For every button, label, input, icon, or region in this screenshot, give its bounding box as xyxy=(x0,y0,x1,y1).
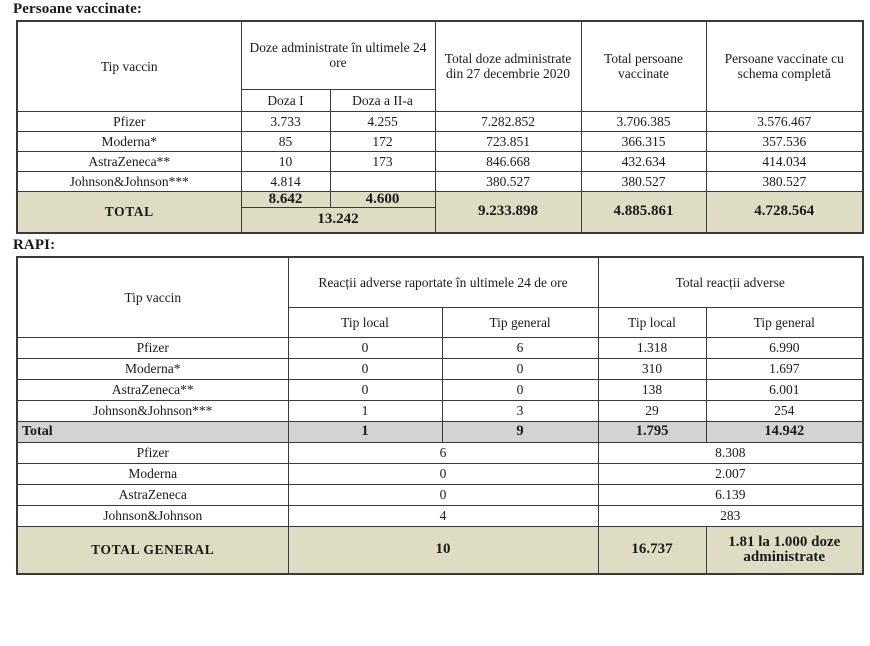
cell-total-persons: 380.527 xyxy=(581,171,706,191)
cell-total-general-24h: 9 xyxy=(442,421,598,442)
cell-total-persons: 432.634 xyxy=(581,151,706,171)
cell-local-total: 29 xyxy=(598,400,706,421)
cell-grand-total-label: TOTAL GENERAL xyxy=(17,526,288,574)
header-total-doses-since: Total doze administrate din 27 decembrie 2020 xyxy=(435,21,581,111)
header-dose-1: Doza I xyxy=(241,89,330,111)
cell-local-24h: 0 xyxy=(288,358,442,379)
cell-total-doses: 380.527 xyxy=(435,171,581,191)
header-total-adverse: Total reacții adverse xyxy=(598,257,863,307)
cell-vaccine-name: AstraZeneca** xyxy=(17,151,241,171)
cell-total-persons: 3.706.385 xyxy=(581,111,706,131)
cell-dose-2: 4.255 xyxy=(330,111,435,131)
cell-total-local-total: 1.795 xyxy=(598,421,706,442)
table-row xyxy=(17,463,863,484)
table-row xyxy=(17,442,863,463)
cell-combined-total: 8.308 xyxy=(598,442,863,463)
cell-combined-total: 283 xyxy=(598,505,863,526)
cell-vaccine-name: Johnson&Johnson*** xyxy=(17,171,241,191)
table-row xyxy=(17,379,863,400)
table-row xyxy=(17,400,863,421)
cell-total-complete-scheme: 4.728.564 xyxy=(706,191,863,233)
cell-total-doses-sum: 9.233.898 xyxy=(435,191,581,233)
table-row xyxy=(17,171,863,191)
cell-vaccine-name: Moderna* xyxy=(17,358,288,379)
cell-vaccine-name: Johnson&Johnson*** xyxy=(17,400,288,421)
cell-dose-2 xyxy=(330,171,435,191)
table-row xyxy=(17,131,863,151)
cell-vaccine-name: AstraZeneca** xyxy=(17,379,288,400)
cell-total-dose-2: 4.600 xyxy=(330,191,435,207)
cell-vaccine-name: Pfizer xyxy=(17,111,241,131)
header-dose-2: Doza a II-a xyxy=(330,89,435,111)
section-title-rapi: RAPI: xyxy=(13,237,56,253)
cell-general-24h: 3 xyxy=(442,400,598,421)
cell-vaccine-name: AstraZeneca xyxy=(17,484,288,505)
cell-general-24h: 0 xyxy=(442,379,598,400)
cell-general-24h: 6 xyxy=(442,337,598,358)
cell-total-dose-1: 8.642 xyxy=(241,191,330,207)
cell-total-doses: 723.851 xyxy=(435,131,581,151)
cell-general-24h: 0 xyxy=(442,358,598,379)
table-row xyxy=(17,151,863,171)
cell-grand-total-rate: 1.81 la 1.000 doze administrate xyxy=(706,526,863,574)
cell-general-total: 1.697 xyxy=(706,358,863,379)
cell-total-general-total: 14.942 xyxy=(706,421,863,442)
cell-complete-scheme: 357.536 xyxy=(706,131,863,151)
cell-dose-1: 3.733 xyxy=(241,111,330,131)
header-vaccine-type: Tip vaccin xyxy=(17,257,288,337)
cell-combined-last-24h: 4 xyxy=(288,505,598,526)
cell-local-total: 138 xyxy=(598,379,706,400)
cell-general-total: 6.990 xyxy=(706,337,863,358)
cell-vaccine-name: Johnson&Johnson xyxy=(17,505,288,526)
header-general-total: Tip general xyxy=(706,307,863,337)
table-header-row xyxy=(17,257,863,307)
header-doses-last-24h: Doze administrate în ultimele 24 ore xyxy=(241,21,435,89)
cell-total-persons: 366.315 xyxy=(581,131,706,151)
cell-complete-scheme: 3.576.467 xyxy=(706,111,863,131)
table-row xyxy=(17,484,863,505)
cell-complete-scheme: 414.034 xyxy=(706,151,863,171)
cell-local-total: 310 xyxy=(598,358,706,379)
header-total-persons-vaccinated: Total persoane vaccinate xyxy=(581,21,706,111)
cell-vaccine-name: Moderna xyxy=(17,463,288,484)
cell-local-24h: 0 xyxy=(288,337,442,358)
cell-total-doses: 7.282.852 xyxy=(435,111,581,131)
cell-dose-1: 4.814 xyxy=(241,171,330,191)
table-total-row xyxy=(17,421,863,442)
cell-grand-total-adverse: 16.737 xyxy=(598,526,706,574)
table-persoane-vaccinate xyxy=(16,20,864,234)
table-row xyxy=(17,337,863,358)
cell-total-persons-sum: 4.885.861 xyxy=(581,191,706,233)
cell-combined-last-24h: 0 xyxy=(288,484,598,505)
cell-total-local-24h: 1 xyxy=(288,421,442,442)
cell-total-label: Total xyxy=(17,421,288,442)
header-local-24h: Tip local xyxy=(288,307,442,337)
cell-vaccine-name: Pfizer xyxy=(17,337,288,358)
table-rapi xyxy=(16,256,864,575)
cell-complete-scheme: 380.527 xyxy=(706,171,863,191)
header-local-total: Tip local xyxy=(598,307,706,337)
table-row xyxy=(17,111,863,131)
cell-total-label: TOTAL xyxy=(17,191,241,233)
cell-vaccine-name: Moderna* xyxy=(17,131,241,151)
header-adverse-last-24h: Reacții adverse raportate în ultimele 24 de ore xyxy=(288,257,598,307)
header-general-24h: Tip general xyxy=(442,307,598,337)
cell-combined-total: 2.007 xyxy=(598,463,863,484)
header-vaccine-type: Tip vaccin xyxy=(17,21,241,111)
table-rapi-body xyxy=(17,337,863,574)
cell-combined-last-24h: 0 xyxy=(288,463,598,484)
cell-total-doses: 846.668 xyxy=(435,151,581,171)
cell-combined-last-24h: 6 xyxy=(288,442,598,463)
table-rapi-header xyxy=(17,257,863,337)
cell-dose-2: 173 xyxy=(330,151,435,171)
cell-local-24h: 1 xyxy=(288,400,442,421)
table-vaccinated-body xyxy=(17,111,863,233)
table-row xyxy=(17,358,863,379)
table-vaccinated-header xyxy=(17,21,863,111)
cell-general-total: 254 xyxy=(706,400,863,421)
cell-combined-total: 6.139 xyxy=(598,484,863,505)
table-total-row xyxy=(17,191,863,207)
table-header-row xyxy=(17,21,863,89)
cell-dose-1: 10 xyxy=(241,151,330,171)
header-fully-vaccinated: Persoane vaccinate cu schema completă xyxy=(706,21,863,111)
cell-vaccine-name: Pfizer xyxy=(17,442,288,463)
cell-dose-1: 85 xyxy=(241,131,330,151)
cell-local-24h: 0 xyxy=(288,379,442,400)
section-title-vaccinated: Persoane vaccinate: xyxy=(13,1,142,17)
cell-grand-total-last-24h: 10 xyxy=(288,526,598,574)
cell-dose-2: 172 xyxy=(330,131,435,151)
cell-total-doses-combined: 13.242 xyxy=(241,207,435,233)
table-row xyxy=(17,505,863,526)
cell-local-total: 1.318 xyxy=(598,337,706,358)
cell-general-total: 6.001 xyxy=(706,379,863,400)
table-grand-total-row xyxy=(17,526,863,574)
